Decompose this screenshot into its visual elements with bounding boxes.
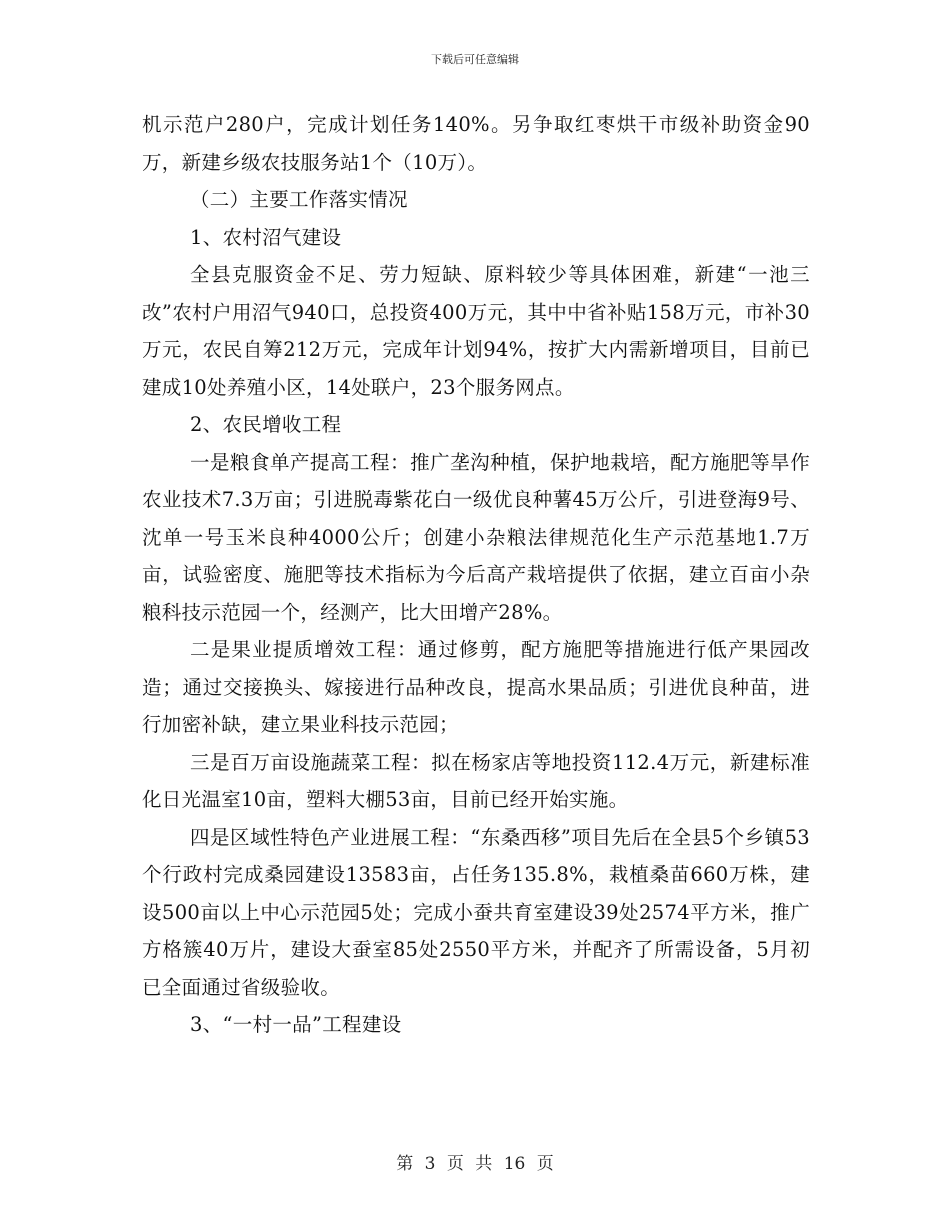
subheading-income: 2、农民增收工程 [190,413,342,436]
paragraph-intro-continuation: 机示范户280户，完成计划任务140%。另争取红枣烘干市级补助资金90万，新建乡级农技服务站1个（10万）。 [142,113,810,174]
paragraph-vegetable: 三是百万亩设施蔬菜工程：拟在杨家店等地投资112.4万元，新建标准化日光温室10亩，塑料大棚53亩，目前已经开始实施。 [142,750,810,811]
subheading-biogas: 1、农村沼气建设 [190,225,342,249]
page-number-footer: 第 3 页 共 16 页 [396,1154,554,1174]
page-header: 下载后可任意编辑 [431,53,519,66]
subheading-one-village-one-product: 3、“一村一品”工程建设 [190,1013,402,1036]
paragraph-regional-industry: 四是区域性特色产业进展工程：“东桑西移”项目先后在全县5个乡镇53个行政村完成桑园建设13583亩，占任务135.8%，栽植桑苗660万株，建设500亩以上中心示范园5处；完成小蚕共育室建设39处2574平方米，推广方格簇40万片，建设大蚕室85处2550平方米，并配齐了所需设备，5月初已全面通过省级验收。 [142,825,810,999]
paragraph-grain: 一是粮食单产提高工程：推广垄沟种植，保护地栽培，配方施肥等旱作农业技术7.3万亩；引进脱毒紫花白一级优良种薯45万公斤，引进登海9号、沈单一号玉米良种4000公斤；创建小杂粮法律规范化生产示范基地1.7万亩，试验密度、施肥等技术指标为今后高产栽培提供了依据，建立百亩小杂粮科技示范园一个，经测产，比大田增产28%。 [142,450,810,624]
section-heading-main-work: （二）主要工作落实情况 [190,188,408,211]
document-body [142,106,810,1044]
paragraph-biogas: 全县克服资金不足、劳力短缺、原料较少等具体困难，新建“一池三改”农村户用沼气940口，总投资400万元，其中中省补贴158万元，市补30万元，农民自筹212万元，完成年计划94%，按扩大内需新增项目，目前已建成10处养殖小区，14处联户，23个服务网点。 [142,263,810,399]
paragraph-fruit: 二是果业提质增效工程：通过修剪，配方施肥等措施进行低产果园改造；通过交接换头、嫁接进行品种改良，提高水果品质；引进优良种苗，进行加密补缺，建立果业科技示范园； [142,638,810,736]
